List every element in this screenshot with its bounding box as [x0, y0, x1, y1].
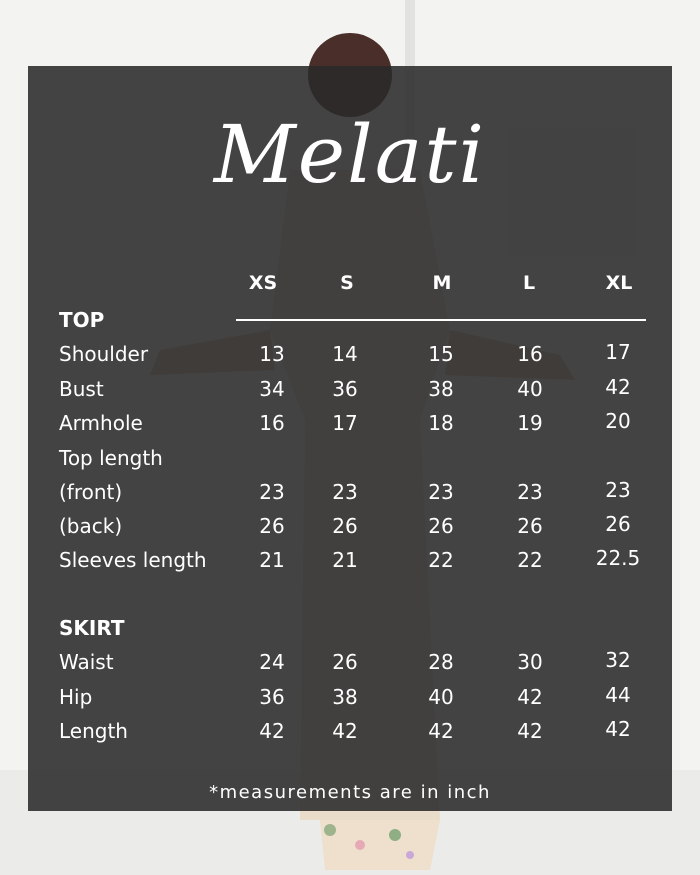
cell-value: 21 — [332, 548, 358, 572]
cell-value: 42 — [259, 719, 285, 743]
section-heading-top: TOP — [59, 308, 105, 332]
cell-value: 28 — [428, 650, 454, 674]
cell-value: 23 — [605, 478, 631, 502]
cell-value: 30 — [517, 650, 543, 674]
cell-value: 42 — [605, 375, 631, 399]
cell-value: 23 — [517, 480, 543, 504]
cell-value: 40 — [517, 377, 543, 401]
cell-value: 26 — [428, 514, 454, 538]
cell-value: 40 — [428, 685, 454, 709]
size-header-xs: XS — [248, 272, 278, 294]
cell-value: 38 — [332, 685, 358, 709]
row-label: Armhole — [59, 411, 143, 435]
cell-value: 22 — [517, 548, 543, 572]
size-header-s: S — [340, 272, 354, 294]
cell-value: 22 — [428, 548, 454, 572]
cell-value: 36 — [332, 377, 358, 401]
cell-value: 42 — [428, 719, 454, 743]
cell-value: 23 — [259, 480, 285, 504]
header-divider — [236, 319, 646, 321]
cell-value: 42 — [517, 685, 543, 709]
cell-value: 23 — [332, 480, 358, 504]
cell-value: 36 — [259, 685, 285, 709]
row-label: Sleeves length — [59, 548, 207, 572]
section-heading-skirt: SKIRT — [59, 616, 125, 640]
cell-value: 14 — [332, 342, 358, 366]
cell-value: 26 — [332, 514, 358, 538]
measurement-note: *measurements are in inch — [209, 782, 491, 803]
product-title: Melati — [213, 108, 487, 201]
cell-value: 17 — [605, 340, 631, 364]
cell-value: 26 — [332, 650, 358, 674]
size-header-xl: XL — [605, 272, 633, 294]
cell-value: 42 — [605, 717, 631, 741]
row-label: Hip — [59, 685, 93, 709]
row-label: Shoulder — [59, 342, 149, 366]
cell-value: 26 — [259, 514, 285, 538]
cell-value: 16 — [517, 342, 543, 366]
cell-value: 42 — [332, 719, 358, 743]
cell-value: 16 — [259, 411, 285, 435]
row-label: Waist — [59, 650, 114, 674]
cell-value: 18 — [428, 411, 454, 435]
size-header-l: L — [522, 272, 536, 294]
cell-value: 38 — [428, 377, 454, 401]
cell-value: 17 — [332, 411, 358, 435]
cell-value: 24 — [259, 650, 285, 674]
cell-value: 20 — [605, 409, 631, 433]
cell-value: 21 — [259, 548, 285, 572]
cell-value: 32 — [605, 648, 631, 672]
cell-value: 26 — [605, 512, 631, 536]
cell-value: 42 — [517, 719, 543, 743]
cell-value: 34 — [259, 377, 285, 401]
cell-value: 26 — [517, 514, 543, 538]
cell-value: 19 — [517, 411, 543, 435]
cell-value: 13 — [259, 342, 285, 366]
cell-value: 23 — [428, 480, 454, 504]
cell-value: 44 — [605, 683, 631, 707]
row-label: (back) — [59, 514, 123, 538]
cell-value: 15 — [428, 342, 454, 366]
row-label: Top length — [59, 446, 163, 470]
row-label: (front) — [59, 480, 123, 504]
cell-value: 22.5 — [595, 546, 641, 570]
row-label: Bust — [59, 377, 104, 401]
size-header-m: M — [432, 272, 452, 294]
row-label: Length — [59, 719, 128, 743]
